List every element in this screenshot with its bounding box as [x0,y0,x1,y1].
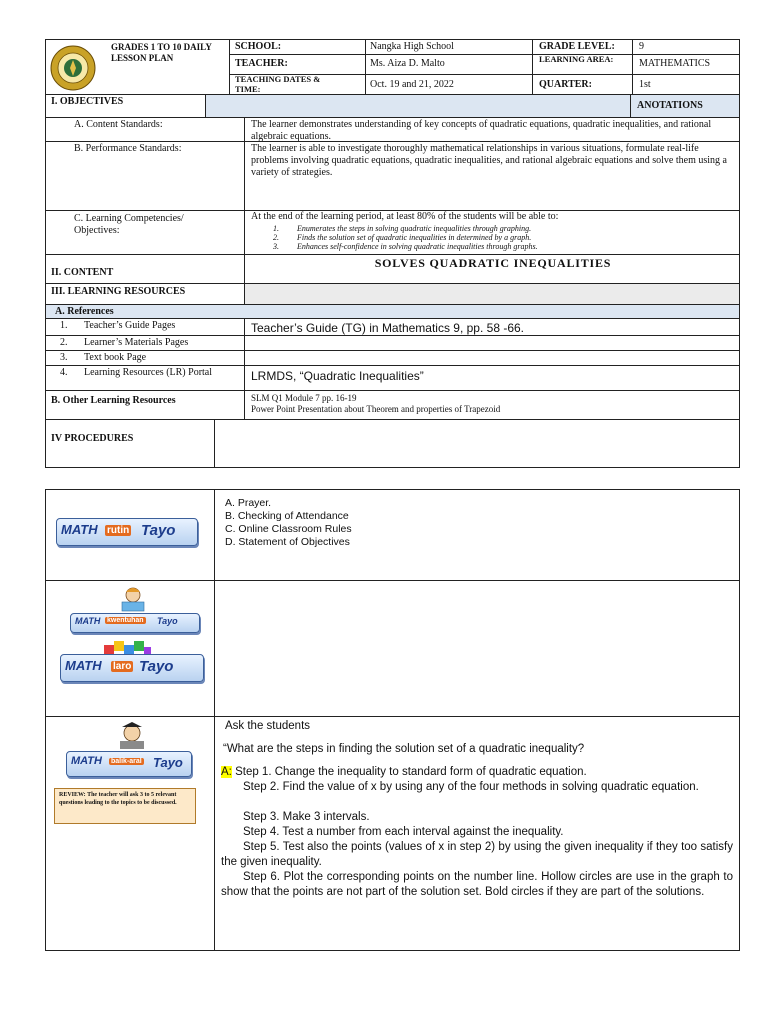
competency-num-3: 3. [273,242,279,251]
step-3-text: Step 3. Make 3 intervals. [243,811,370,823]
answer-paragraph [221,765,733,780]
objectives-heading-cell [45,94,206,118]
competencies-label-cell [45,210,245,255]
competency-item-3: Enhances self-confidence in solving quadratic inequalities through graphs. [297,242,538,251]
grade-value: 9 [639,41,644,52]
other-resources-line-2: Power Point Presentation about Theorem and properties of Trapezoid [251,404,501,414]
resource-label: Text book Page [84,352,147,363]
resource-value-cell-3 [244,350,740,366]
banner-mid-text: laro [113,661,132,672]
area-label-cell [532,54,633,75]
quarter-value-cell [632,74,740,95]
performance-standards-label: B. Performance Standards: [74,143,182,154]
annotations-heading: ANOTATIONS [637,100,703,111]
resource-num: 2. [60,337,68,348]
resources-heading-cell [45,283,245,305]
resource-label-cell-1 [45,318,245,336]
content-standards-label: A. Content Standards: [74,119,163,130]
school-value: Nangka High School [370,41,454,52]
other-resources-value-cell [244,390,740,420]
rutin-item-rules: C. Online Classroom Rules [225,523,352,535]
procedures-heading-cell [45,419,215,468]
teacher-value-cell [365,54,533,75]
math-laro-tayo-banner [60,654,204,682]
resources-gray-bar [244,283,740,305]
resource-num: 4. [60,367,68,378]
area-value: MATHEMATICS [639,58,711,69]
competency-item-2: Finds the solution set of quadratic inequalities in determined by a graph. [297,233,532,242]
kid-reading-illustration-icon [116,586,150,612]
resource-value: Teacher’s Guide (TG) in Mathematics 9, pp. 58 -66. [251,321,525,335]
page-title: GRADES 1 TO 10 DAILY LESSON PLAN [111,42,212,63]
content-standards-text: The learner demonstrates understanding of key concepts of quadratic equations, quadratic inequalities, and rational algebraic equations. [251,119,712,142]
step-4-text: Step 4. Test a number from each interval against the inequality. [243,826,564,838]
ask-students-text: Ask the students [225,720,311,732]
school-label: SCHOOL: [235,41,282,52]
resource-value-cell-1 [244,318,740,336]
step-6-text: Step 6. Plot the corresponding points on the number line. Hollow circles are use in the graph to show that the points are not part of the solution set. Bold circles if they are part of the solutions. [221,871,733,898]
banner-mid-text: kwentuhan [107,617,144,624]
grade-label: GRADE LEVEL: [539,41,615,52]
step-1-text: Step 1. Change the inequality to standard form of quadratic equation. [235,766,587,778]
resource-label-cell-4 [45,365,245,391]
other-resources-line-1: SLM Q1 Module 7 pp. 16-19 [251,393,357,403]
competency-item-1: Enumerates the steps in solving quadratic inequalities through graphing. [297,224,532,233]
content-title-cell [244,254,740,284]
performance-standards-label-cell [45,141,245,211]
banner-math-text: MATH [75,616,101,626]
quarter-label-cell [532,74,633,95]
competencies-text-cell [244,210,740,255]
rutin-content-cell [214,489,740,581]
resource-label: Learner’s Materials Pages [84,337,189,348]
objectives-blue-bar [205,94,631,118]
step-5-text: Step 5. Test also the points (values of x in step 2) by using the given inequality if they too satisfy the given inequality. [221,841,733,868]
content-heading-cell [45,254,245,284]
objectives-heading: I. OBJECTIVES [51,96,124,107]
annotations-heading-cell [630,94,740,118]
performance-standards-text: The learner is able to investigate thoroughly mathematical relationships in various situations, formulate real-life problems involving quadratic equations, quadratic inequalities, and rational algebraic equations and solve them using a variety of strategies. [251,143,727,178]
rutin-item-attendance: B. Checking of Attendance [225,510,349,522]
math-rutin-tayo-banner [56,518,198,546]
rutin-item-objectives: D. Statement of Objectives [225,536,350,548]
resource-value: LRMDS, “Quadratic Inequalities” [251,369,424,383]
balikaral-banner-cell [45,716,215,951]
banner-tayo-text: Tayo [139,658,174,675]
math-balikaral-tayo-banner [66,751,192,777]
dates-label: TEACHING DATES & TIME: [235,74,321,94]
competency-num-1: 1. [273,224,279,233]
competencies-label: C. Learning Competencies/ Objectives: [74,213,184,236]
kwentuhan-laro-banner-cell [45,580,215,717]
kwentuhan-laro-content-cell [214,580,740,717]
references-heading-cell [45,304,740,319]
dates-label-cell [229,74,366,95]
area-label: LEARNING AREA: [539,54,614,64]
resource-label: Learning Resources (LR) Portal [84,367,213,378]
resources-heading: III. LEARNING RESOURCES [51,286,186,297]
content-standards-label-cell [45,117,245,142]
banner-math-text: MATH [65,658,102,673]
teacher-label: TEACHER: [235,58,288,69]
resource-label: Teacher’s Guide Pages [84,320,176,331]
teacher-value: Ms. Aiza D. Malto [370,58,445,69]
school-seal-logo [50,45,96,91]
rutin-item-prayer: A. Prayer. [225,497,272,509]
resource-num: 3. [60,352,68,363]
content-title: SOLVES QUADRATIC INEQUALITIES [374,256,612,270]
quarter-label: QUARTER: [539,79,592,90]
review-note-text: REVIEW: The teacher will ask 3 to 5 relevant questions leading to the topics to be discussed. [59,792,177,806]
resource-label-cell-3 [45,350,245,366]
area-value-cell [632,54,740,75]
banner-tayo-text: Tayo [153,755,183,770]
review-question-text: “What are the steps in finding the solution set of a quadratic inequality? [223,743,585,755]
grade-value-cell [632,39,740,55]
banner-math-text: MATH [61,522,98,537]
other-resources-label-cell [45,390,245,420]
content-standards-text-cell [244,117,740,142]
banner-tayo-text: Tayo [157,616,178,626]
answer-marker: A: [221,766,232,778]
teacher-illustration-icon [112,722,152,750]
procedures-content-cell [214,419,740,468]
school-label-cell [229,39,366,55]
resource-num: 1. [60,320,68,331]
dates-value-cell [365,74,533,95]
teacher-label-cell [229,54,366,75]
resource-label-cell-2 [45,335,245,351]
banner-math-text: MATH [71,755,102,767]
math-kwentuhan-tayo-banner [70,613,200,633]
rutin-banner-cell [45,489,215,581]
content-heading: II. CONTENT [51,267,114,278]
procedures-heading: IV PROCEDURES [51,433,134,444]
school-value-cell [365,39,533,55]
performance-standards-text-cell [244,141,740,211]
resource-value-cell-2 [244,335,740,351]
dates-value: Oct. 19 and 21, 2022 [370,79,454,90]
banner-mid-text: rutin [107,525,130,536]
competency-num-2: 2. [273,233,279,242]
competencies-intro: At the end of the learning period, at least 80% of the students will be able to: [251,211,559,222]
quarter-value: 1st [639,79,651,90]
balikaral-content-cell [214,716,740,951]
references-heading: A. References [55,306,114,317]
banner-tayo-text: Tayo [141,522,176,539]
banner-mid-text: balik-aral [111,758,142,765]
resource-value-cell-4 [244,365,740,391]
step-2-text: Step 2. Find the value of x by using any of the four methods in solving quadratic equation. [243,781,699,793]
review-note-box [54,788,196,824]
other-resources-label: B. Other Learning Resources [51,395,176,406]
grade-label-cell [532,39,633,55]
header-logo-cell [45,39,230,95]
